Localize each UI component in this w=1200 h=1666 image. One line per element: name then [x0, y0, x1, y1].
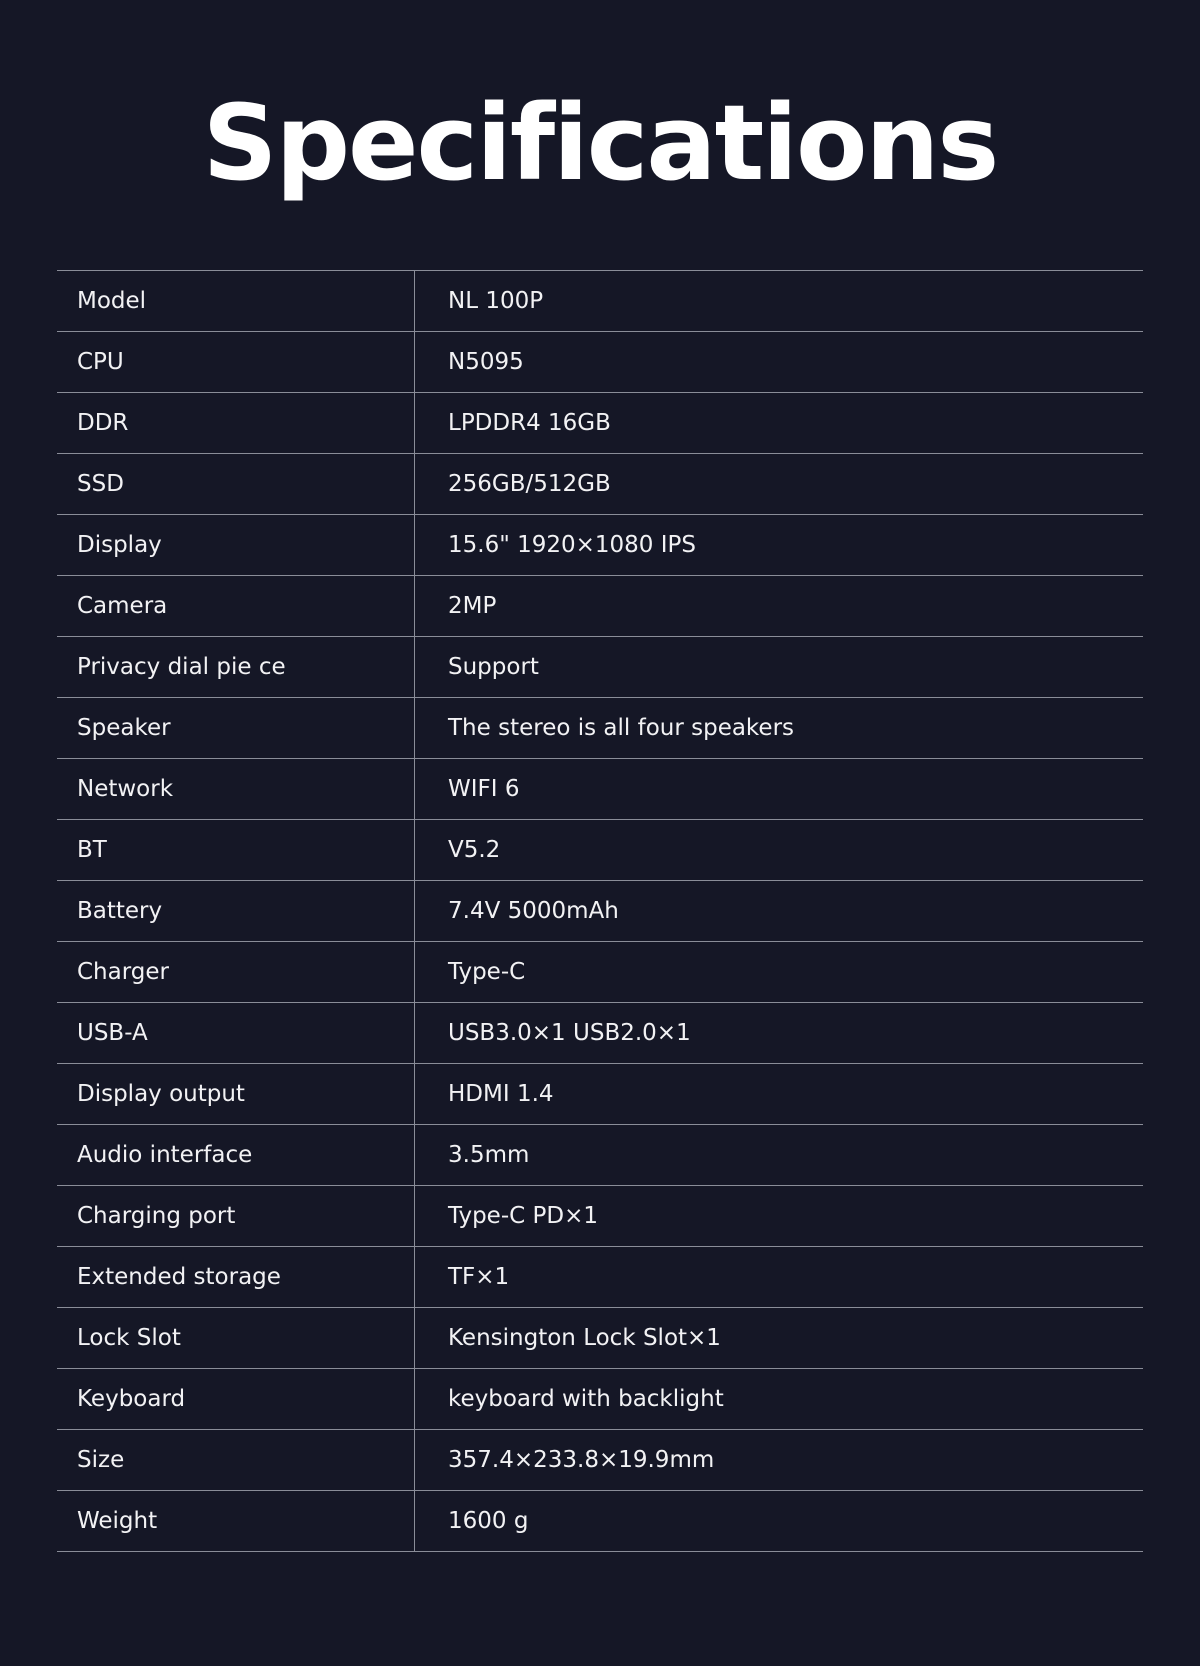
- spec-value: WIFI 6: [448, 776, 520, 802]
- spec-label: Display output: [57, 1064, 415, 1124]
- table-row: [57, 1430, 1143, 1491]
- table-row: [57, 637, 1143, 698]
- spec-value: 15.6" 1920×1080 IPS: [448, 532, 697, 558]
- table-row: [57, 1308, 1143, 1369]
- table-row: [57, 881, 1143, 942]
- table-row: [57, 1186, 1143, 1247]
- table-row: [57, 1369, 1143, 1430]
- spec-value: Kensington Lock Slot×1: [448, 1325, 721, 1351]
- spec-value: HDMI 1.4: [448, 1081, 554, 1107]
- spec-label: Speaker: [57, 698, 415, 758]
- spec-label: Charging port: [57, 1186, 415, 1246]
- spec-label: Size: [57, 1430, 415, 1490]
- table-row: [57, 393, 1143, 454]
- table-row: [57, 576, 1143, 637]
- spec-label: Charger: [57, 942, 415, 1002]
- table-row: [57, 820, 1143, 881]
- spec-label: CPU: [57, 332, 415, 392]
- spec-value: Support: [448, 654, 539, 680]
- spec-value: 357.4×233.8×19.9mm: [448, 1447, 715, 1473]
- spec-label: Model: [57, 271, 415, 331]
- spec-value: The stereo is all four speakers: [448, 715, 795, 741]
- table-row: [57, 1125, 1143, 1186]
- table-row: [57, 515, 1143, 576]
- table-row: [57, 1247, 1143, 1308]
- spec-label: Weight: [57, 1491, 415, 1551]
- spec-label: SSD: [57, 454, 415, 514]
- spec-value: LPDDR4 16GB: [448, 410, 611, 436]
- spec-value: keyboard with backlight: [448, 1386, 724, 1412]
- table-row: [57, 759, 1143, 820]
- spec-value: 256GB/512GB: [448, 471, 611, 497]
- table-row: [57, 454, 1143, 515]
- spec-value: 7.4V 5000mAh: [448, 898, 619, 924]
- spec-value: V5.2: [448, 837, 501, 863]
- spec-label: Camera: [57, 576, 415, 636]
- spec-label: Network: [57, 759, 415, 819]
- page-title: Specifications: [202, 82, 998, 204]
- table-row: [57, 698, 1143, 759]
- table-row: [57, 1491, 1143, 1552]
- spec-value: USB3.0×1 USB2.0×1: [448, 1020, 691, 1046]
- spec-label: Display: [57, 515, 415, 575]
- spec-value: Type-C PD×1: [448, 1203, 598, 1229]
- spec-value: 3.5mm: [448, 1142, 530, 1168]
- spec-label: USB-A: [57, 1003, 415, 1063]
- spec-label: Keyboard: [57, 1369, 415, 1429]
- table-row: [57, 1003, 1143, 1064]
- spec-label: Privacy dial pie ce: [57, 637, 415, 697]
- spec-label: BT: [57, 820, 415, 880]
- spec-value: TF×1: [448, 1264, 510, 1290]
- spec-table: [57, 270, 1143, 1552]
- spec-value: Type-C: [448, 959, 526, 985]
- spec-value: 2MP: [448, 593, 497, 619]
- spec-value: 1600 g: [448, 1508, 529, 1534]
- spec-label: Extended storage: [57, 1247, 415, 1307]
- spec-label: Audio interface: [57, 1125, 415, 1185]
- table-row: [57, 271, 1143, 332]
- spec-label: DDR: [57, 393, 415, 453]
- spec-label: Lock Slot: [57, 1308, 415, 1368]
- spec-label: Battery: [57, 881, 415, 941]
- table-row: [57, 1064, 1143, 1125]
- spec-value: N5095: [448, 349, 524, 375]
- spec-value: NL 100P: [448, 288, 544, 314]
- table-row: [57, 942, 1143, 1003]
- table-row: [57, 332, 1143, 393]
